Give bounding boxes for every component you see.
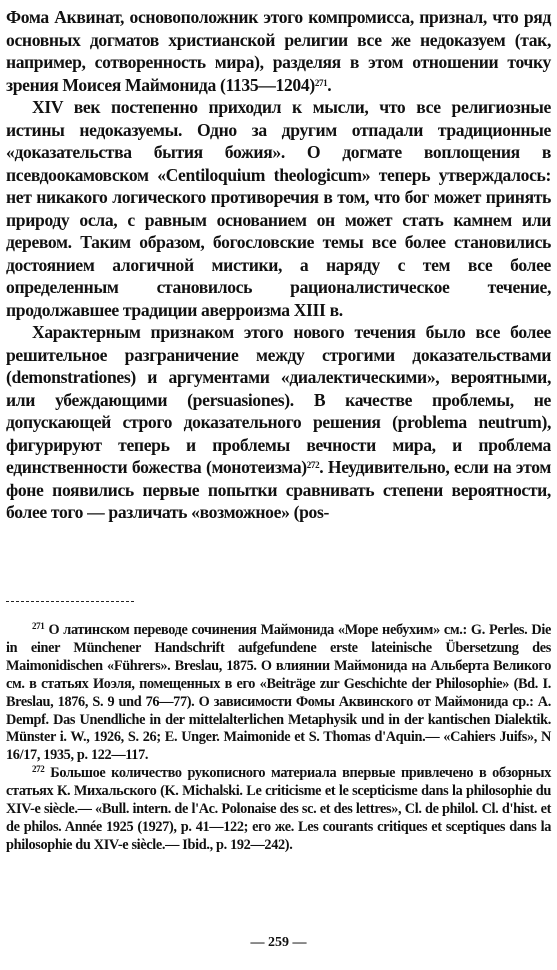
footnote-272 <box>6 765 551 855</box>
paragraph-3 <box>6 321 551 524</box>
footnote-ref-272: 272 <box>306 460 320 470</box>
footnote-271-text: О латинском переводе сочинения Маймонида «Море небухим» см.: G. Perles. Die in einer Münchener Handschrift aufgefundene erste lateinische Übersetzung des Maimonidischen «Führers». Breslau, 1875. О влиянии Маймонида на Альберта Великого см. в статьях Иоэля, помещенных в его «Beiträge zur Geschichte der Philosophie» (Bd. I. Breslau, 1876, S. 9 und 76—77). О зависимости Фомы Аквинского от Маймонида ср.: A. Dempf. Das Unendliche in der mittelalterlichen Metaphysik und in der kantischen Dialektik. Münster i. W., 1926, S. 26; E. Unger. Maimonide et S. Thomas d'Aquin.— «Cahiers Juifs», N 16/17, 1935, p. 122—117. <box>6 622 551 764</box>
footnote-271 <box>6 622 551 765</box>
paragraph-1-text: Фома Аквинат, основоположник этого компромисса, признал, что ряд основных догматов христианской религии все же недоказуем (так, например, сотворенность мира), разделяя в этом отношении точку зрения Моисея Маймонида (1135—1204) <box>6 7 551 95</box>
paragraph-3-text: Характерным признаком этого нового течения было все более решительное разграничение между строгими доказательствами (demonstrationes) и аргументами «диалектическими», вероятными, или убеждающими (persuasiones). В качестве проблемы, не допускающей строго доказательного решения (problema neutrum), фигурируют теперь и проблемы вечности мира, и проблема единственности божества (монотеизма) <box>6 322 551 477</box>
page-number: — 259 — <box>250 935 307 950</box>
footnotes <box>6 622 551 855</box>
footnote-ref-271: 271 <box>314 77 328 88</box>
main-text <box>6 6 551 524</box>
footnote-separator <box>6 601 134 602</box>
paragraph-3-tail: . Неудивительно, если на этом фоне появились первые попытки сравнивать степени вероятности, более того — различать «возможное» (pos- <box>6 457 551 522</box>
footnote-mark-272: 272 <box>32 764 45 775</box>
paragraph-2: XIV век постепенно приходил к мысли, что все религиозные истины недоказуемы. Одно за другим отпадали традиционные «доказательства бытия божия». О догмате воплощения в псевдоокамовском «Centiloquium theologicum» теперь утверждалось: нет никакого логического противоречия в том, что бог может принять природу осла, с равным основанием он может стать камнем или деревом. Таким образом, богословские темы все более становились достоянием алогичной мистики, а наряду с тем все более определенным становилось рационалистическое течение, продолжавшее традиции аверроизма XIII в. <box>6 97 551 320</box>
footnote-272-text: Большое количество рукописного материала впервые привлечено в обзорных статьях К. Михальского (K. Michalski. Le criticisme et le scepticisme dans la philosophie du XIV-e siècle.— «Bull. intern. de l'Ac. Polonaise des sc. et des lettres», Cl. de philol. Cl. d'hist. et de philos. Année 1925 (1927), p. 41—122; его же. Les courants critiques et sceptiques dans la philosophie du XIV-e siècle.— Ibid., p. 192—242). <box>6 765 551 853</box>
paragraph-1: Фома Аквинат, основоположник этого компромисса, признал, что ряд основных догматов христианской религии все же недоказуем (так, например, сотворенность мира), разделяя в этом отношении точку зрения Моисея Маймонида (1135—1204)$^{271}$. <box>6 7 551 95</box>
footnote-mark-271: 271 <box>32 621 45 631</box>
